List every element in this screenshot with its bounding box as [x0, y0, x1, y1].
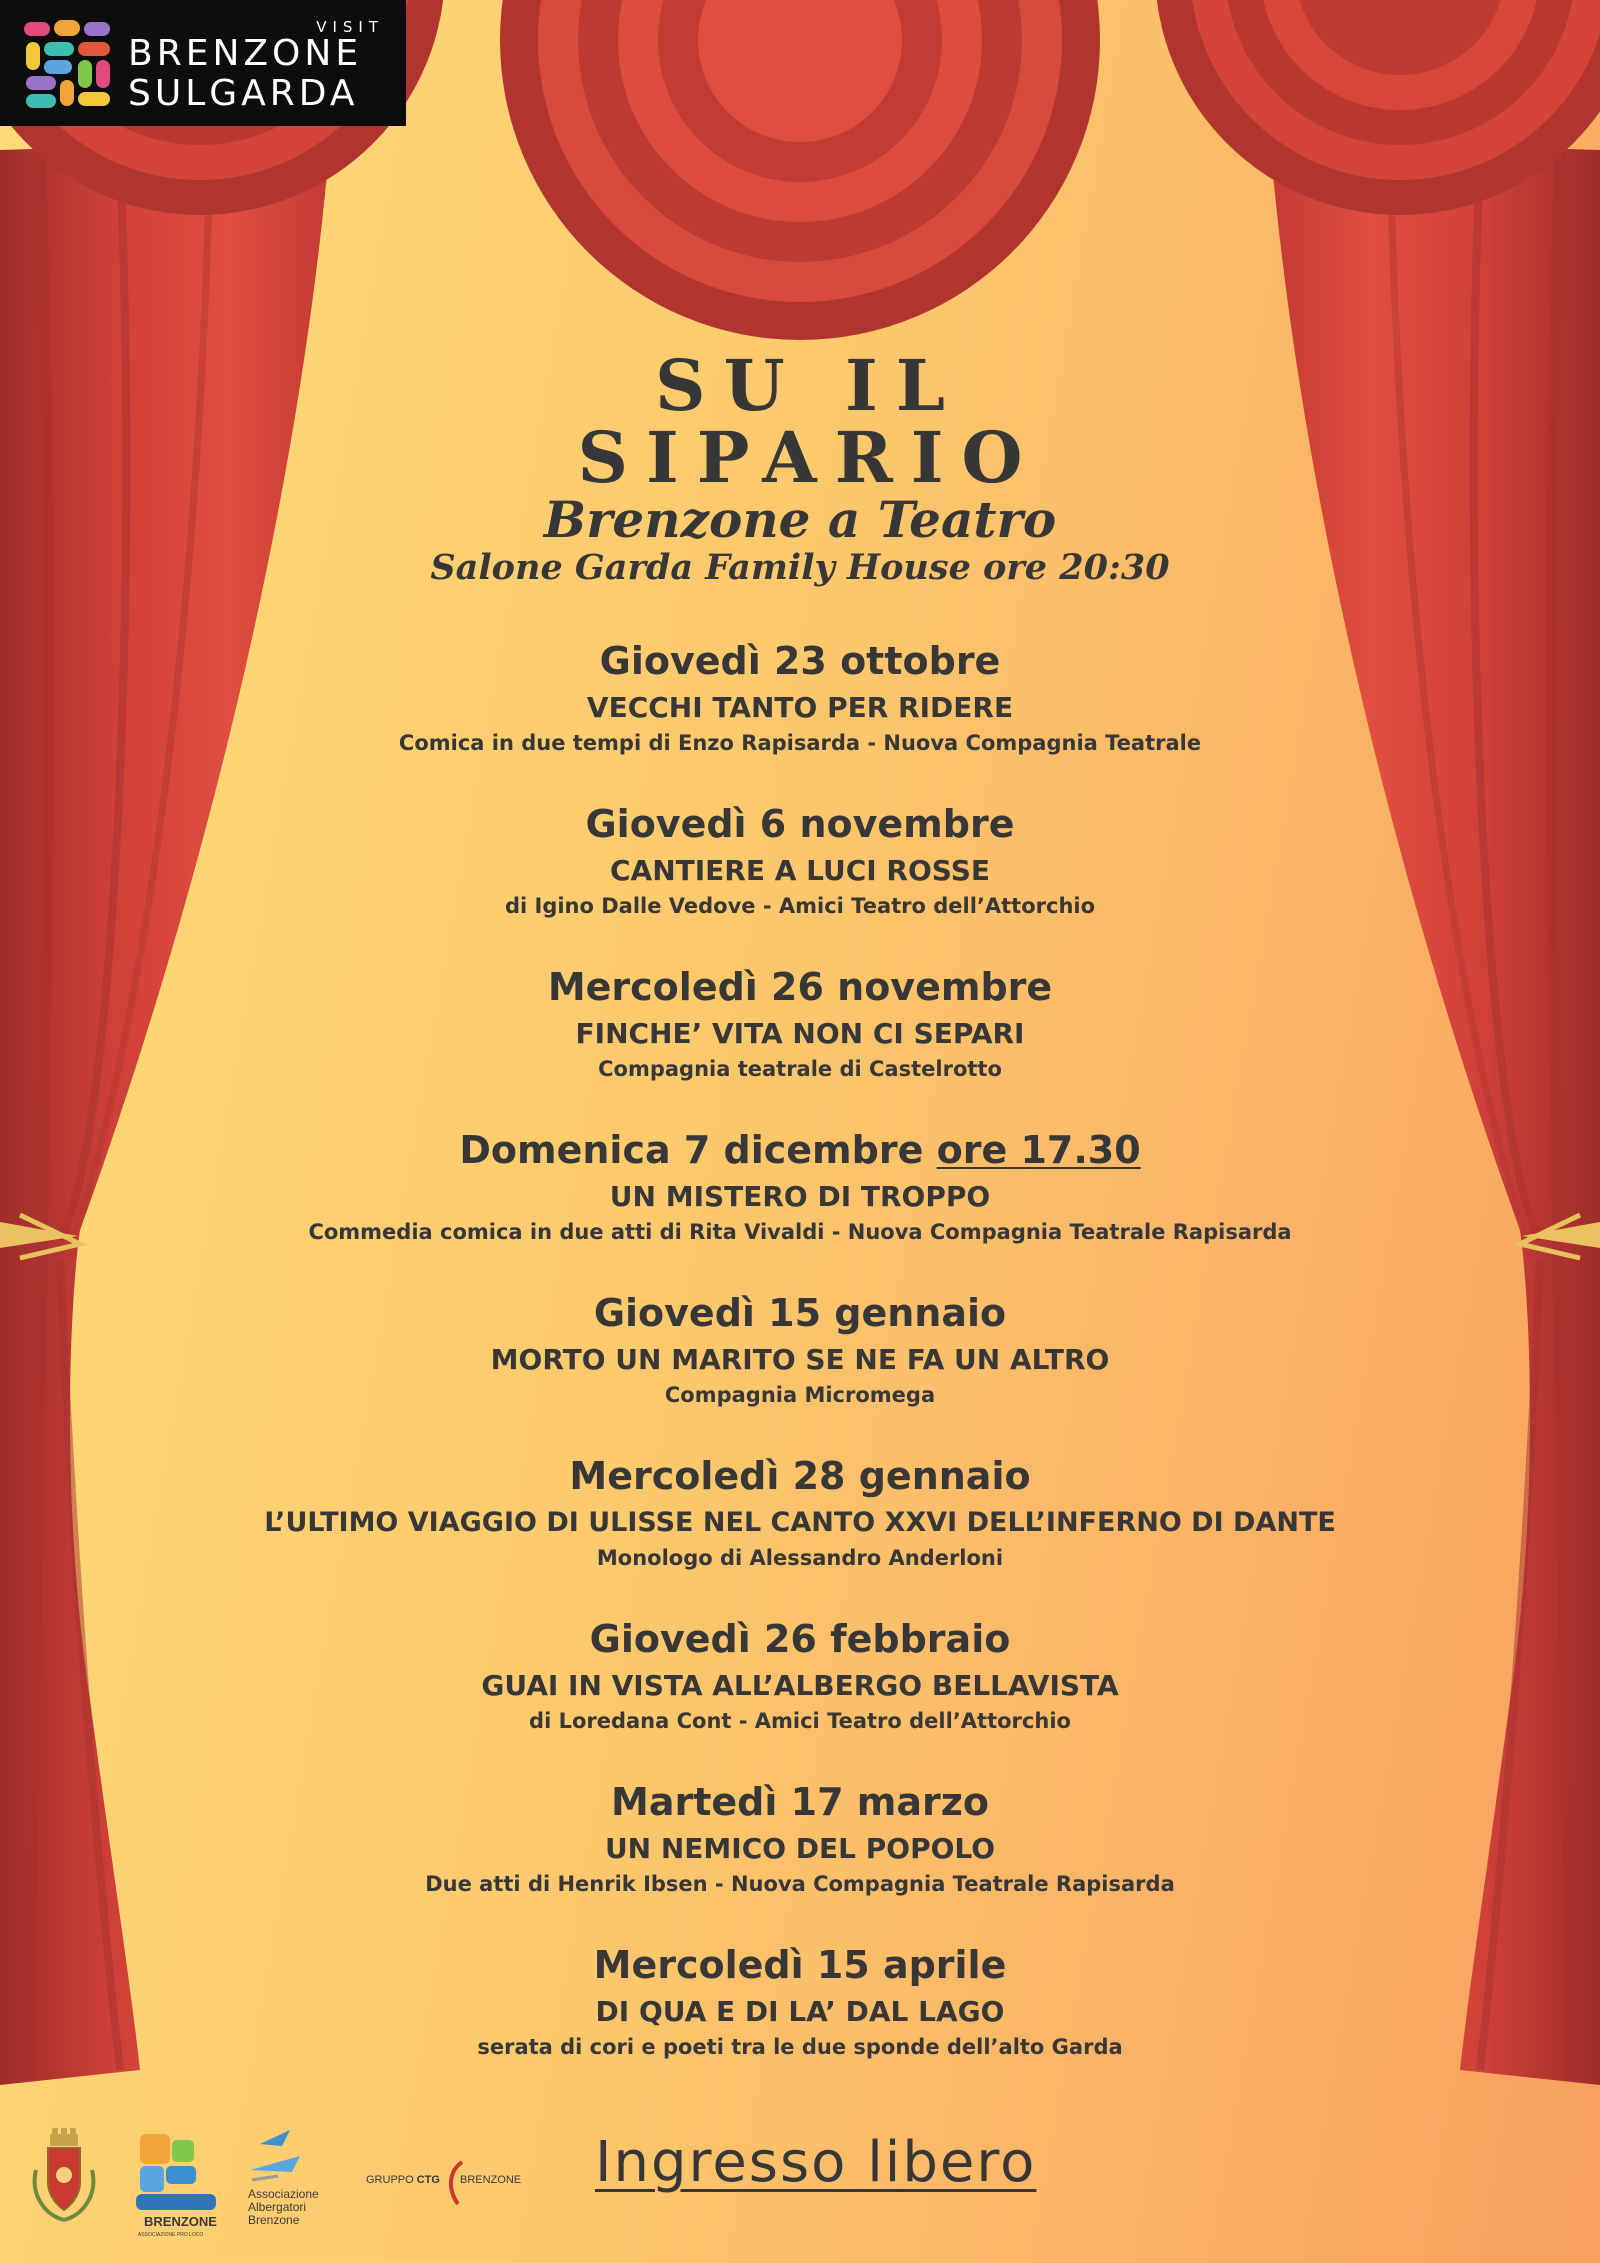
visit-brenzone-logo[interactable] [0, 0, 406, 126]
pro-loco-logo [136, 2134, 217, 2238]
event-description: Due atti di Henrik Ibsen - Nuova Compagnia Teatrale Rapisarda [425, 1872, 1175, 1896]
event-date: Martedì 17 marzo [611, 1780, 989, 1824]
logo-visit-text: VISIT [316, 18, 384, 36]
event-description: di Loredana Cont - Amici Teatro dell’Attorchio [529, 1709, 1071, 1733]
event-item [0, 961, 1600, 1124]
title-line-2: SIPARIO [577, 416, 1041, 499]
poster-header [0, 344, 1600, 588]
event-item [0, 1450, 1600, 1613]
event-item [0, 1124, 1600, 1287]
event-time: ore 17.30 [936, 1128, 1141, 1172]
logo-sulgarda-text: SULGARDA [128, 73, 359, 114]
event-date: Domenica 7 dicembre [459, 1128, 924, 1172]
event-list [0, 635, 1600, 2102]
svg-text:GRUPPO CTG [366, 2174, 440, 2186]
event-description: serata di cori e poeti tra le due sponde dell’alto Garda [477, 2035, 1123, 2059]
event-title: VECCHI TANTO PER RIDERE [586, 691, 1014, 724]
municipality-crest-icon [35, 2128, 94, 2220]
event-description: Comica in due tempi di Enzo Rapisarda - Nuova Compagnia Teatrale [398, 731, 1202, 755]
event-description: Compagnia teatrale di Castelrotto [598, 1057, 1002, 1081]
venue-time: Salone Garda Family House ore 20:30 [430, 547, 1170, 588]
pro-loco-name: BRENZONE [144, 2214, 217, 2229]
event-title: CANTIERE A LUCI ROSSE [609, 854, 990, 887]
event-date: Giovedì 26 febbraio [589, 1617, 1011, 1661]
center-swag [500, 0, 1100, 340]
subtitle: Brenzone a Teatro [543, 490, 1057, 549]
ctg-name: BRENZONE [460, 2174, 522, 2186]
event-item [0, 798, 1600, 961]
pro-loco-sub: ASSOCIAZIONE PRO LOCO [138, 2232, 204, 2238]
event-title: GUAI IN VISTA ALL’ALBERGO BELLAVISTA [481, 1669, 1119, 1702]
event-title: DI QUA E DI LA’ DAL LAGO [595, 1995, 1005, 2028]
event-item [0, 1939, 1600, 2102]
event-date-line [0, 1124, 1600, 1176]
sponsor-logos [0, 2120, 560, 2240]
event-title: MORTO UN MARITO SE NE FA UN ALTRO [490, 1343, 1110, 1376]
event-title: L’ULTIMO VIAGGIO DI ULISSE NEL CANTO XXVI DELL’INFERNO DI DANTE [264, 1507, 1336, 1538]
event-date: Mercoledì 15 aprile [593, 1943, 1007, 1987]
albergatori-logo [248, 2130, 319, 2227]
event-date: Mercoledì 26 novembre [547, 965, 1053, 1009]
albergatori-line-1: Associazione [248, 2187, 319, 2201]
event-item [0, 635, 1600, 798]
albergatori-line-2: Albergatori [248, 2200, 307, 2214]
logo-mark-icon [22, 18, 114, 110]
title-line-1: SU IL [655, 344, 963, 427]
albergatori-line-3: Brenzone [248, 2213, 300, 2227]
ctg-prefix: GRUPPO [366, 2174, 417, 2186]
event-date: Giovedì 23 ottobre [599, 639, 1001, 683]
event-description: Commedia comica in due atti di Rita Vivaldi - Nuova Compagnia Teatrale Rapisarda [308, 1220, 1292, 1244]
event-description: di Igino Dalle Vedove - Amici Teatro dell’Attorchio [504, 894, 1096, 918]
logo-brenzone-text: BRENZONE [128, 33, 363, 74]
event-description: Compagnia Micromega [664, 1383, 936, 1407]
event-date: Giovedì 6 novembre [585, 802, 1015, 846]
event-title: UN NEMICO DEL POPOLO [604, 1832, 996, 1865]
event-item [0, 1613, 1600, 1776]
free-entry-text: Ingresso libero [595, 2130, 1037, 2195]
gruppo-ctg-logo [366, 2162, 521, 2204]
event-description: Monologo di Alessandro Anderloni [596, 1546, 1004, 1570]
event-item [0, 1287, 1600, 1450]
event-item [0, 1776, 1600, 1939]
event-title: UN MISTERO DI TROPPO [609, 1180, 991, 1213]
event-date: Mercoledì 28 gennaio [569, 1454, 1031, 1498]
event-title: FINCHE’ VITA NON CI SEPARI [575, 1017, 1025, 1050]
event-date: Giovedì 15 gennaio [593, 1291, 1007, 1335]
ctg-mid: CTG [416, 2174, 440, 2186]
